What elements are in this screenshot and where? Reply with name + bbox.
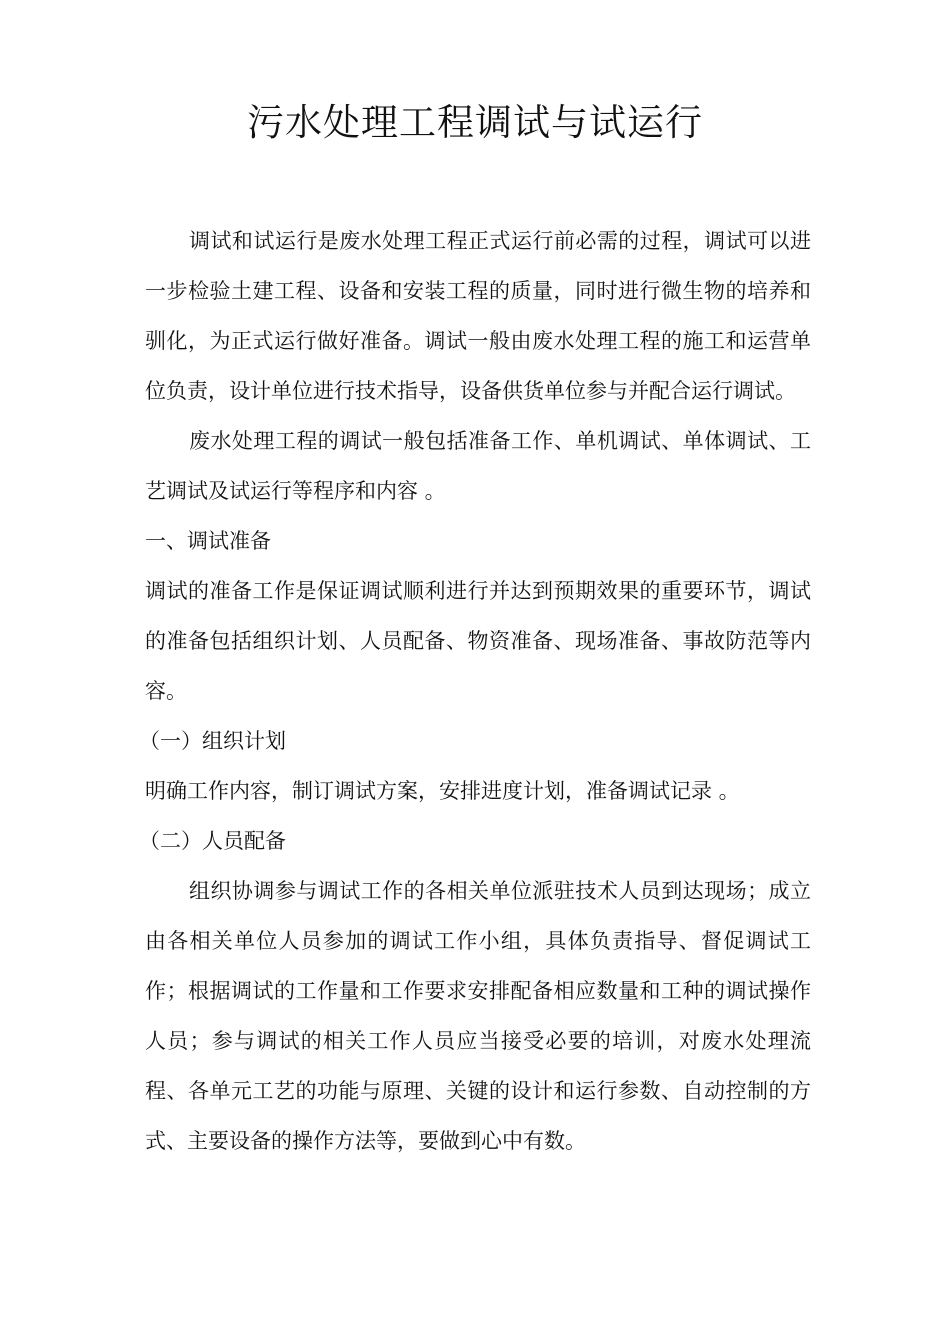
- subsection-paragraph-organization: 明确工作内容，制订调试方案，安排进度计划，准备调试记录 。: [145, 779, 740, 803]
- subsection-heading-staffing: （二）人员配备: [139, 829, 286, 853]
- intro-paragraph-1: 调试和试运行是废水处理工程正式运行前必需的过程，调试可以进一步检验土建工程、设备和安装工程的质量，同时进行微生物的培养和驯化，为正式运行做好准备。调试一般由废水处理工程的施工和运营单位负责，设计单位进行技术指导，设备供货单位参与并配合运行调试。: [145, 229, 811, 403]
- subsection-heading-organization: （一）组织计划: [139, 729, 286, 753]
- section-paragraph-preparation: 调试的准备工作是保证调试顺利进行并达到预期效果的重要环节，调试的准备包括组织计划、人员配备、物资准备、现场准备、事故防范等内容。: [145, 579, 811, 703]
- document-body: [139, 216, 811, 1166]
- document-title: 污水处理工程调试与试运行: [247, 101, 703, 144]
- section-heading-preparation: 一、调试准备: [145, 529, 271, 553]
- subsection-paragraph-staffing: 组织协调参与调试工作的各相关单位派驻技术人员到达现场；成立由各相关单位人员参加的调试工作小组，具体负责指导、督促调试工作；根据调试的工作量和工作要求安排配备相应数量和工种的调试操作人员；参与调试的相关工作人员应当接受必要的培训，对废水处理流程、各单元工艺的功能与原理、关键的设计和运行参数、自动控制的方式、主要设备的操作方法等，要做到心中有数。: [145, 879, 811, 1153]
- intro-paragraph-2: 废水处理工程的调试一般包括准备工作、单机调试、单体调试、工艺调试及试运行等程序和内容 。: [145, 429, 811, 503]
